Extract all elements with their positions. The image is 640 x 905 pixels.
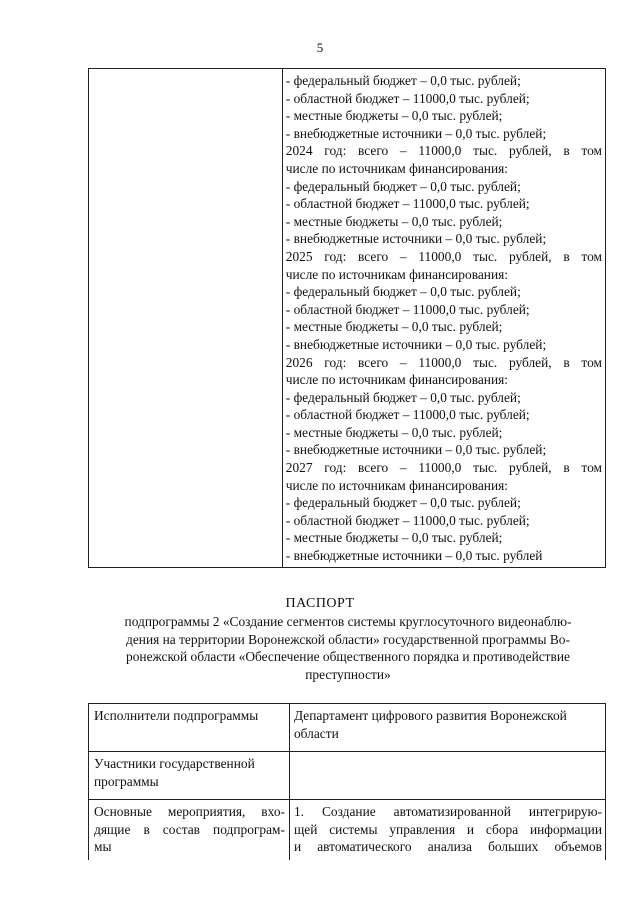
passport-subtitle-line: преступности» (305, 666, 391, 682)
funding-line: - федеральный бюджет – 0,0 тыс. рублей; (285, 495, 521, 511)
passport-row-label (89, 800, 290, 861)
passport-row-label (89, 752, 290, 800)
passport-row-value (289, 704, 605, 752)
funding-line: - внебюджетные источники – 0,0 тыс. рублей; (285, 125, 547, 141)
passport-title: ПАСПОРТ (285, 596, 355, 611)
funding-line: - федеральный бюджет – 0,0 тыс. рублей; (285, 284, 521, 300)
passport-subtitle-line: ронежской области «Обеспечение общественного порядка и противодействие (126, 649, 570, 665)
passport-row-label (89, 704, 290, 752)
cell-line: Основные мероприятия, вхо- (94, 804, 285, 819)
funding-table-row (89, 69, 606, 568)
funding-line: 2027 год: всего – 11000,0 тыс. рублей, в том (285, 460, 602, 476)
funding-line: числе по источникам финансирования: (285, 160, 508, 176)
funding-line: - федеральный бюджет – 0,0 тыс. рублей; (285, 73, 521, 88)
funding-table-content-cell (282, 69, 605, 568)
funding-lines (286, 72, 602, 565)
passport-table-row (89, 704, 606, 752)
funding-line: - областной бюджет – 11000,0 тыс. рублей; (285, 512, 530, 528)
passport-subtitle-line: подпрограммы 2 «Создание сегментов системы круглосуточного видеонаблю- (124, 614, 572, 629)
funding-line: числе по источникам финансирования: (285, 372, 508, 388)
funding-line: - федеральный бюджет – 0,0 тыс. рублей; (285, 389, 521, 405)
funding-line: - внебюджетные источники – 0,0 тыс. рублей; (285, 336, 547, 352)
funding-line: - областной бюджет – 11000,0 тыс. рублей; (285, 301, 530, 317)
funding-line: - внебюджетные источники – 0,0 тыс. рублей (285, 548, 543, 564)
funding-line: - федеральный бюджет – 0,0 тыс. рублей; (285, 178, 521, 194)
cell-line: 1. Создание автоматизированной интегрирую- (293, 804, 602, 819)
cell-line: щей системы управления и сбора информации (293, 821, 602, 837)
passport-subtitle (90, 613, 606, 683)
cell-line: Исполнители подпрограммы (94, 708, 259, 723)
cell-line: Участники государственной (94, 756, 255, 771)
passport-table-row (89, 752, 606, 800)
funding-line: 2025 год: всего – 11000,0 тыс. рублей, в том (285, 248, 602, 264)
funding-line: - областной бюджет – 11000,0 тыс. рублей; (285, 407, 530, 423)
funding-line: - местные бюджеты – 0,0 тыс. рублей; (285, 213, 503, 229)
funding-line: - местные бюджеты – 0,0 тыс. рублей; (285, 319, 503, 335)
cell-line: дящие в состав подпрограм- (94, 821, 285, 837)
funding-line: числе по источникам финансирования: (285, 266, 508, 282)
page-number: 5 (316, 40, 324, 55)
funding-line: - областной бюджет – 11000,0 тыс. рублей; (285, 196, 530, 212)
funding-table-empty-cell (89, 69, 283, 568)
passport-row-value (289, 752, 605, 800)
passport-subtitle-line: дения на территории Воронежской области» государственной программы Во- (126, 631, 570, 647)
cell-line: Департамент цифрового развития Воронежской (293, 708, 567, 723)
cell-line: мы (94, 839, 112, 855)
funding-line: - местные бюджеты – 0,0 тыс. рублей; (285, 424, 503, 440)
funding-line: - внебюджетные источники – 0,0 тыс. рублей; (285, 231, 547, 247)
funding-line: - внебюджетные источники – 0,0 тыс. рублей; (285, 442, 547, 458)
funding-line: - местные бюджеты – 0,0 тыс. рублей; (285, 108, 503, 124)
passport-table (88, 703, 606, 860)
passport-table-row (89, 800, 606, 861)
passport-row-value (289, 800, 605, 861)
funding-line: - местные бюджеты – 0,0 тыс. рублей; (285, 530, 503, 546)
cell-line: и автоматического анализа больших объемов (293, 839, 602, 855)
cell-line: области (293, 725, 339, 741)
funding-table (88, 68, 606, 568)
cell-line: программы (94, 773, 159, 789)
funding-line: числе по источникам финансирования: (285, 477, 508, 493)
funding-line: 2024 год: всего – 11000,0 тыс. рублей, в том (285, 143, 602, 159)
funding-line: - областной бюджет – 11000,0 тыс. рублей; (285, 90, 530, 106)
funding-line: 2026 год: всего – 11000,0 тыс. рублей, в том (285, 354, 602, 370)
